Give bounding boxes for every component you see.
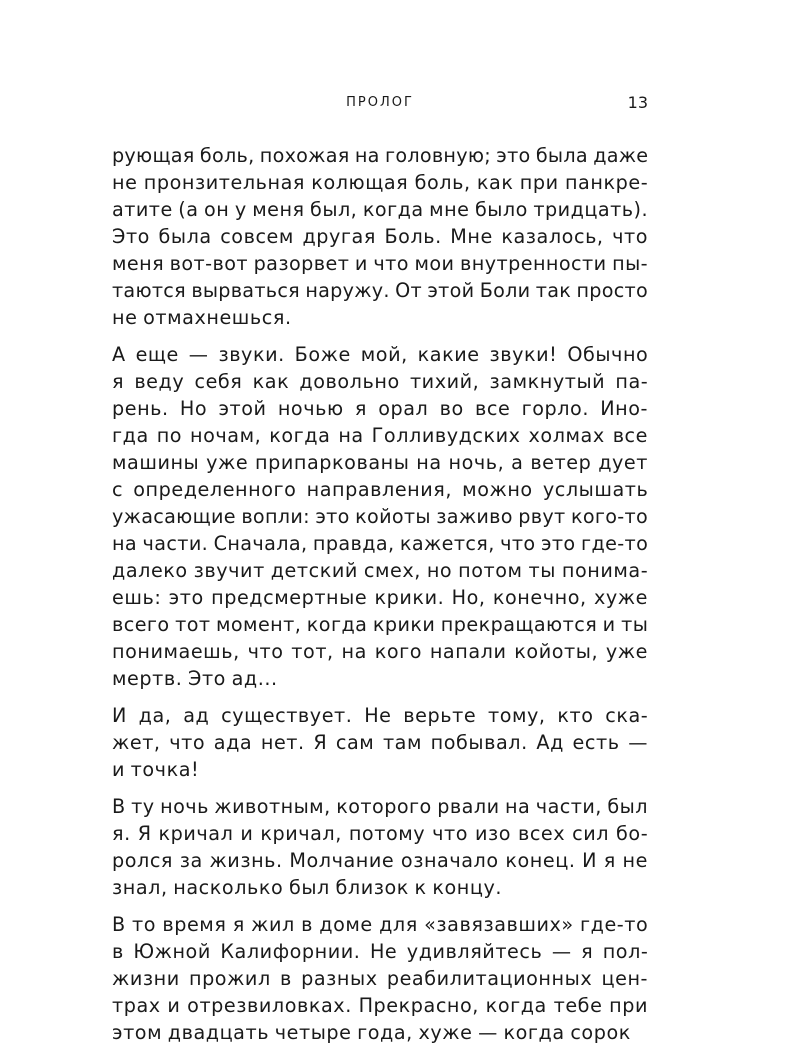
- paragraph: [112, 341, 648, 692]
- text-line: рень. Но этой ночью я орал во все горло. Ино-: [112, 397, 648, 420]
- text-line: и точка!: [112, 758, 200, 781]
- page-number: 13: [627, 93, 648, 112]
- text-line: далеко звучит детский смех, но потом ты понима-: [112, 559, 649, 582]
- text-line: жизни прожил в разных реабилитационных цен-: [112, 967, 649, 990]
- text-line: мертв. Это ад...: [112, 667, 278, 690]
- section-title: ПРОЛОГ: [346, 95, 414, 110]
- text-line: Это была совсем другая Боль. Мне казалось, что: [112, 225, 648, 248]
- running-head: [112, 93, 648, 113]
- paragraph: [112, 142, 648, 331]
- text-line: гда по ночам, когда на Голливудских холмах все: [112, 424, 649, 447]
- body-text: [112, 142, 648, 1056]
- text-line: И да, ад существует. Не верьте тому, кто ска-: [112, 704, 649, 727]
- text-line: А еще — звуки. Боже мой, какие звуки! Обычно: [112, 343, 649, 366]
- paragraph: [112, 911, 648, 1046]
- text-line: трах и отрезвиловках. Прекрасно, когда тебе при: [112, 994, 648, 1017]
- text-line: знал, насколько был близок к концу.: [112, 876, 503, 899]
- text-line: атите (а он у меня был, когда мне было тридцать).: [112, 198, 649, 221]
- text-line: таются вырваться наружу. От этой Боли так просто: [112, 279, 648, 302]
- text-line: я веду себя как довольно тихий, замкнутый па-: [112, 370, 649, 393]
- text-line: на части. Сначала, правда, кажется, что это где-то: [112, 532, 649, 555]
- text-line: меня вот-вот разорвет и что мои внутренности пы-: [112, 252, 648, 275]
- text-line: понимаешь, что тот, на кого напали койоты, уже: [112, 640, 648, 663]
- text-line: В ту ночь животным, которого рвали на части, был: [112, 795, 648, 818]
- paragraph: [112, 793, 648, 901]
- text-line: жет, что ада нет. Я сам там побывал. Ад есть —: [112, 731, 648, 754]
- text-line: этом двадцать четыре года, хуже — когда сорок: [112, 1021, 631, 1044]
- text-line: с определенного направления, можно услышать: [112, 478, 649, 501]
- text-line: ешь: это предсмертные крики. Но, конечно, хуже: [112, 586, 648, 609]
- text-line: ролся за жизнь. Молчание означало конец. И я не: [112, 849, 648, 872]
- text-line: в Южной Калифорнии. Не удивляйтесь — я пол-: [112, 940, 649, 963]
- text-line: рующая боль, похожая на головную; это была даже: [112, 144, 649, 167]
- text-line: всего тот момент, когда крики прекращаются и ты: [112, 613, 649, 636]
- paragraph: [112, 702, 648, 783]
- text-line: не пронзительная колющая боль, как при панкре-: [112, 171, 649, 194]
- text-line: ужасающие вопли: это койоты заживо рвут кого-то: [112, 505, 648, 528]
- text-line: В то время я жил в доме для «завязавших» где-то: [112, 913, 649, 936]
- text-line: не отмахнешься.: [112, 306, 292, 329]
- text-line: я. Я кричал и кричал, потому что изо всех сил бо-: [112, 822, 649, 845]
- text-line: машины уже припаркованы на ночь, а ветер дует: [112, 451, 648, 474]
